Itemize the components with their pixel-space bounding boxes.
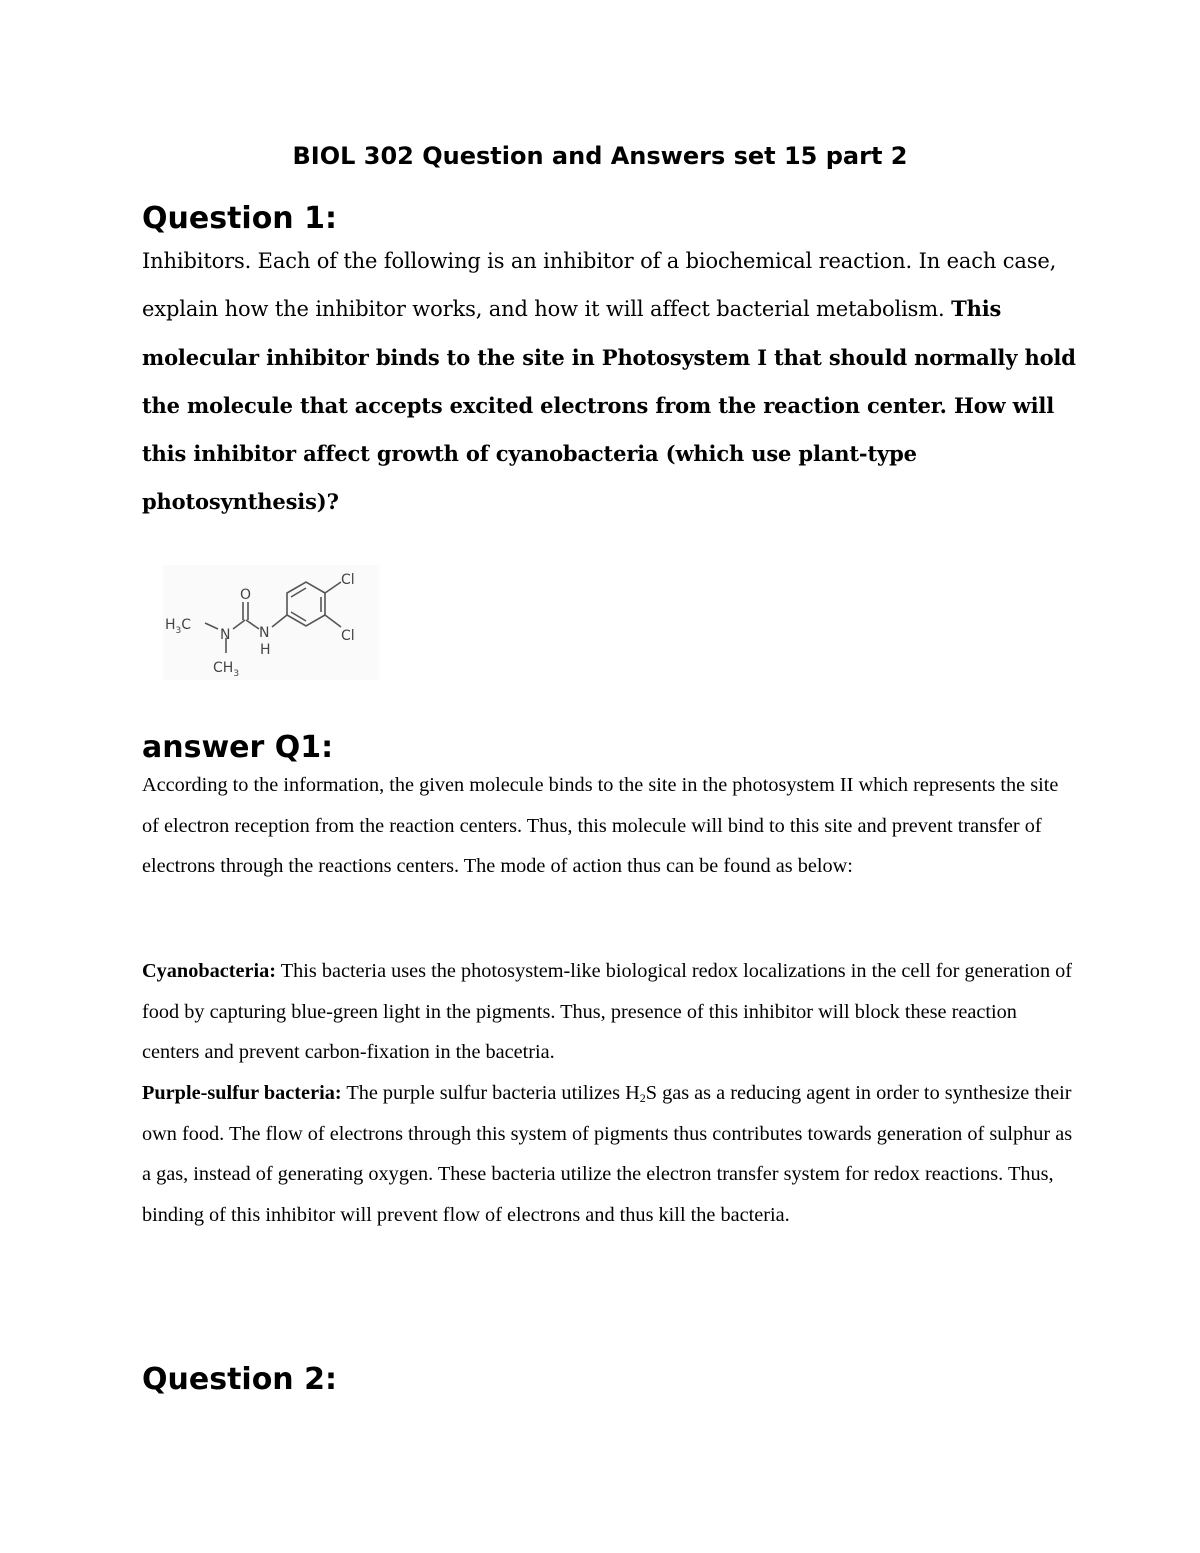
amide-n-label: N [259,625,270,641]
purple-sulfur-label: Purple-sulfur bacteria: [142,1082,342,1104]
ch3-label: $CH_3$ [213,660,240,679]
question-1-prompt: This molecular inhibitor binds to the site in Photosystem I that should normally hold the molecule that accepts excited electrons from the reaction center. How will this inhibitor affect growth of cyanobacteria (which use plant-type photosynthesis)? [142,296,1076,515]
answer-1-purple-sulfur-paragraph [142,1073,1077,1235]
question-1-intro: Inhibitors. Each of the following is an inhibitor of a biochemical reaction. In each case, explain how the inhibitor works, and how it will affect bacterial metabolism. [142,249,1057,322]
answer-1-paragraph: According to the information, the given molecule binds to the site in the photosystem II which represents the site of electron reception from the reaction centers. Thus, this molecule will bind to this site and prevent transfer of electrons through the reactions centers. The mode of action thus can be found as below: [142,774,1059,878]
purple-sulfur-text-2: S gas as a reducing agent in order to synthesize their own food. The flow of electrons through this system of pigments thus contributes towards generation of sulphur as a gas, instead of generating oxygen. These bacteria utilize the electron transfer system for redox reactions. Thus, binding of this inhibitor will prevent flow of electrons and thus kill the bacteria. [142,1082,1073,1226]
chlorine-bottom-label: Cl [341,628,355,644]
amide-h-label: H [260,642,271,658]
answer-1-heading: answer Q1: [142,730,334,765]
answer-1-cyanobacteria-paragraph [142,951,1077,1073]
chlorine-top-label: Cl [341,572,355,588]
question-1-text [142,238,1077,527]
purple-sulfur-text-1: The purple sulfur bacteria utilizes H [341,1082,640,1104]
question-1-heading: Question 1: [142,201,337,236]
carbonyl-o-label: O [240,587,252,603]
cyanobacteria-label: Cyanobacteria: [142,960,277,982]
question-2-heading: Question 2: [142,1362,337,1397]
h3c-label: $H_3C$ [165,617,192,636]
cyanobacteria-text: This bacteria uses the photosystem-like biological redox localizations in the cell for generation of food by capturing blue-green light in the pigments. Thus, presence of this inhibitor will block these reaction centers and prevent carbon-fixation in the bacetria. [142,960,1073,1064]
amine-n-label: N [220,627,231,643]
h2s-subscript: 2 [639,1091,646,1105]
inhibitor-molecule-structure [163,565,379,680]
document-title: BIOL 302 Question and Answers set 15 part 2 [292,142,908,170]
